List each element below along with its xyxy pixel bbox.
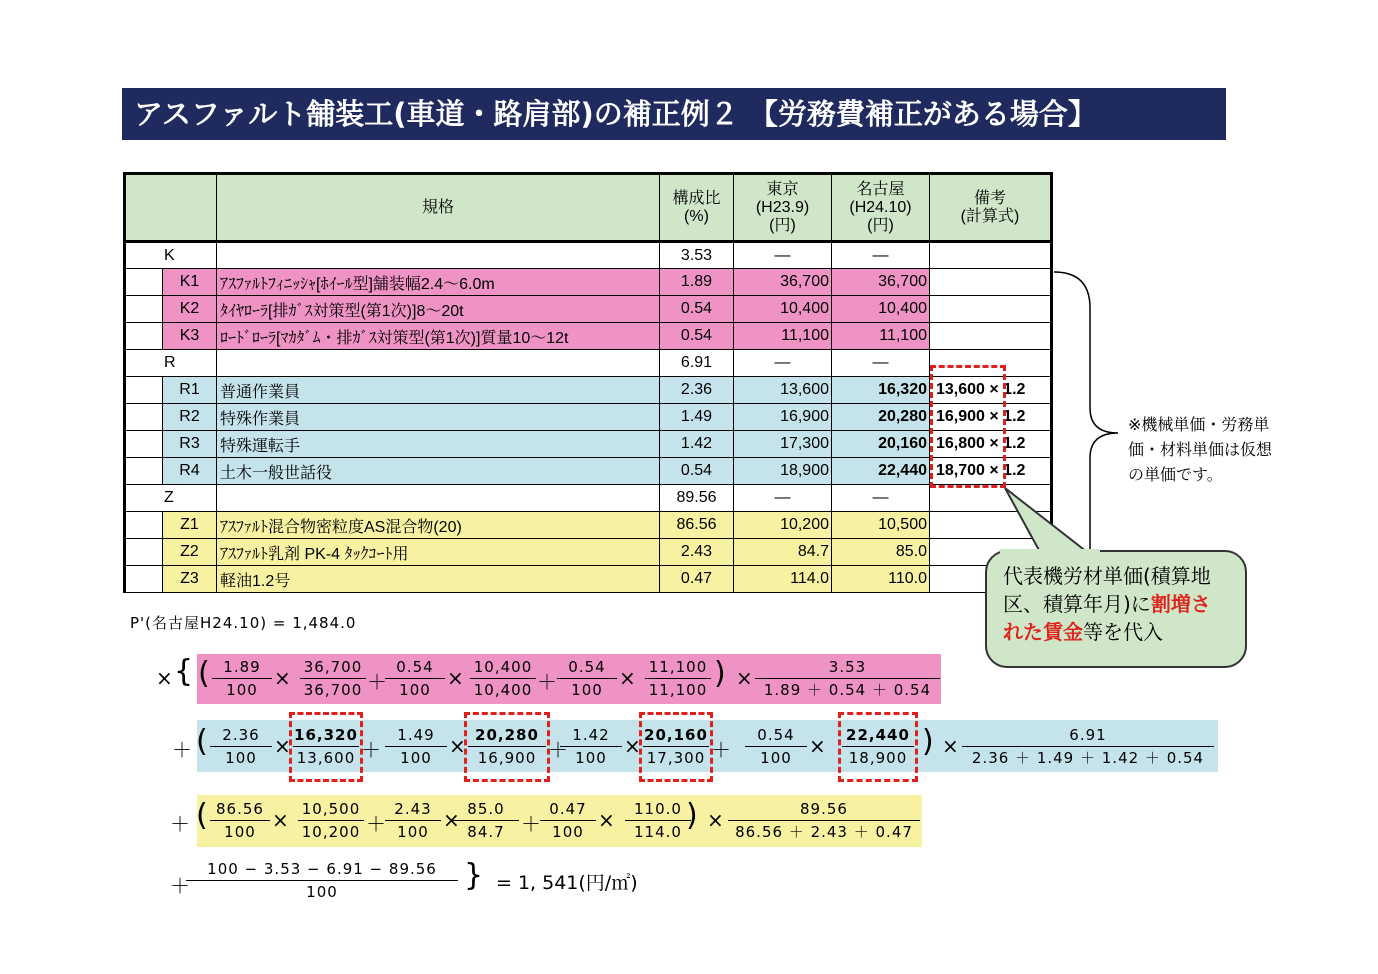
row-tokyo: 84.7	[734, 539, 832, 566]
table-row	[125, 539, 1052, 566]
row-tokyo: 13,600	[734, 377, 832, 404]
fraction-denominator: 100	[760, 749, 792, 767]
fraction-denominator: 17,300	[646, 749, 706, 767]
row-code-label: Z2	[162, 539, 216, 565]
right-paren: )	[714, 656, 726, 691]
row-code	[125, 377, 217, 404]
left-paren: (	[198, 656, 210, 691]
operator: ＋	[711, 738, 731, 762]
fraction-denominator: 2.36 ＋ 1.49 ＋ 1.42 ＋ 0.54	[971, 749, 1205, 767]
formula-fraction	[842, 724, 914, 769]
row-remark: 16,800 × 1.2	[930, 431, 1052, 458]
group-remark	[930, 350, 1052, 377]
row-nagoya: 10,400	[832, 296, 930, 323]
bubble-text-2: 等を代入	[1083, 620, 1163, 644]
group-tokyo: ―	[734, 350, 832, 377]
fraction-numerator: 0.54	[557, 656, 617, 679]
row-nagoya: 10,500	[832, 512, 930, 539]
group-code: R	[125, 350, 217, 377]
operator: ×	[443, 808, 460, 832]
row-ratio: 2.36	[660, 377, 734, 404]
group-row	[125, 350, 1052, 377]
fraction-denominator: 13,600	[296, 749, 356, 767]
formula-fraction	[385, 724, 447, 769]
row-spec: 土木一般世話役	[217, 458, 660, 485]
formula-p-line: P'(名古屋H24.10) = 1,484.0	[130, 614, 357, 632]
fraction-denominator: 10,200	[301, 823, 361, 841]
formula-fraction	[470, 656, 536, 701]
group-remark	[930, 242, 1052, 269]
group-ratio: 89.56	[660, 485, 734, 512]
group-ratio: 3.53	[660, 242, 734, 269]
row-spec: 軽油1.2号	[217, 566, 660, 593]
table-row	[125, 512, 1052, 539]
operator: ＋	[548, 738, 568, 762]
row-code-label: R1	[162, 377, 216, 403]
formula-fraction	[186, 858, 458, 903]
table-row	[125, 404, 1052, 431]
plus-sign: ＋	[170, 874, 190, 898]
table-row	[125, 458, 1052, 485]
fraction-denominator: 100	[571, 681, 603, 699]
operator: ＋	[537, 670, 557, 694]
group-tokyo: ―	[734, 485, 832, 512]
operator: ×	[624, 734, 641, 758]
row-spec: 普通作業員	[217, 377, 660, 404]
row-code	[125, 323, 217, 350]
fraction-numerator: 20,160	[643, 724, 709, 747]
row-code	[125, 458, 217, 485]
fraction-denominator: 100	[306, 883, 338, 901]
fraction-numerator: 20,280	[468, 724, 546, 747]
operator: ＋	[361, 738, 381, 762]
operator: ×	[274, 666, 291, 690]
row-code	[125, 404, 217, 431]
row-code-label: Z3	[162, 566, 216, 592]
header-code	[125, 174, 217, 242]
fraction-denominator: 100	[399, 681, 431, 699]
times-sign: ×	[156, 666, 173, 690]
page-title: アスファルト舗装工(車道・路肩部)の補正例２ 【労務費補正がある場合】	[122, 88, 1226, 140]
row-code	[125, 566, 217, 593]
formula-fraction	[755, 656, 940, 701]
row-nagoya: 85.0	[832, 539, 930, 566]
operator: ×	[272, 808, 289, 832]
group-ratio: 6.91	[660, 350, 734, 377]
row-nagoya: 20,160	[832, 431, 930, 458]
fraction-numerator: 0.47	[540, 798, 596, 821]
group-code: K	[125, 242, 217, 269]
plus-sign: ＋	[172, 738, 192, 762]
row-ratio: 86.56	[660, 512, 734, 539]
row-code-label: Z1	[162, 512, 216, 538]
row-remark	[930, 296, 1052, 323]
bubble-text-1: 代表機労材単価(積算地区、積算年月)に	[1003, 564, 1211, 616]
formula-fraction	[557, 656, 617, 701]
row-remark	[930, 323, 1052, 350]
table-row	[125, 566, 1052, 593]
formula-fraction	[453, 798, 519, 843]
fraction-numerator: 1.49	[385, 724, 447, 747]
fraction-denominator: 18,900	[848, 749, 908, 767]
group-nagoya: ―	[832, 485, 930, 512]
operator: ×	[809, 734, 826, 758]
row-spec: ｱｽﾌｧﾙﾄﾌｨﾆｯｼｬ[ﾎｲｰﾙ型]舗装幅2.4～6.0m	[217, 269, 660, 296]
fraction-numerator: 86.56	[210, 798, 270, 821]
left-paren: (	[196, 724, 208, 759]
table-row	[125, 296, 1052, 323]
row-spec: 特殊運転手	[217, 431, 660, 458]
formula-fraction	[728, 798, 920, 843]
row-nagoya: 110.0	[832, 566, 930, 593]
fraction-denominator: 36,700	[303, 681, 363, 699]
times-sign: ×	[736, 666, 753, 690]
fraction-denominator: 100	[575, 749, 607, 767]
row-code	[125, 539, 217, 566]
row-code-label: R3	[162, 431, 216, 457]
row-spec: ｱｽﾌｧﾙﾄ乳剤 PK-4 ﾀｯｸｺｰﾄ用	[217, 539, 660, 566]
fraction-numerator: 110.0	[625, 798, 691, 821]
fraction-numerator: 36,700	[300, 656, 366, 679]
operator: ＋	[366, 812, 386, 836]
header-remarks: 備考 (計算式)	[930, 174, 1052, 242]
fraction-denominator: 100	[224, 823, 256, 841]
note-text: ※機械単価・労務単価・材料単価は仮想の単価です。	[1128, 415, 1273, 484]
fraction-denominator: 86.56 ＋ 2.43 ＋ 0.47	[735, 823, 913, 841]
formula-fraction	[643, 724, 709, 769]
row-tokyo: 18,900	[734, 458, 832, 485]
group-tokyo: ―	[734, 242, 832, 269]
formula-fraction	[468, 724, 546, 769]
table-row	[125, 377, 1052, 404]
table-row	[125, 431, 1052, 458]
row-ratio: 1.89	[660, 269, 734, 296]
bubble-highlight: 割増された賃金	[1003, 592, 1211, 644]
group-code: Z	[125, 485, 217, 512]
formula-fraction	[962, 724, 1214, 769]
row-ratio: 0.47	[660, 566, 734, 593]
header-nagoya: 名古屋 (H24.10) (円)	[832, 174, 930, 242]
fraction-numerator: 3.53	[755, 656, 940, 679]
formula-fraction	[745, 724, 807, 769]
row-ratio: 0.54	[660, 296, 734, 323]
formula-fraction	[210, 724, 272, 769]
row-code	[125, 431, 217, 458]
fraction-numerator: 10,500	[298, 798, 364, 821]
row-nagoya: 36,700	[832, 269, 930, 296]
operator: ×	[274, 734, 291, 758]
row-code-label: K3	[162, 323, 216, 349]
row-ratio: 1.42	[660, 431, 734, 458]
fraction-numerator: 22,440	[842, 724, 914, 747]
fraction-denominator: 84.7	[467, 823, 505, 841]
operator: ×	[449, 734, 466, 758]
fraction-denominator: 11,100	[648, 681, 708, 699]
group-spec	[217, 485, 660, 512]
row-tokyo: 11,100	[734, 323, 832, 350]
fraction-denominator: 10,400	[473, 681, 533, 699]
fraction-denominator: 1.89 ＋ 0.54 ＋ 0.54	[763, 681, 932, 699]
group-spec	[217, 242, 660, 269]
row-remark: 13,600 × 1.2	[930, 377, 1052, 404]
row-spec: 特殊作業員	[217, 404, 660, 431]
formula-fraction	[645, 656, 711, 701]
row-tokyo: 114.0	[734, 566, 832, 593]
group-nagoya: ―	[832, 242, 930, 269]
formula-result: = 1, 541(円/㎡)	[496, 872, 638, 894]
row-tokyo: 10,400	[734, 296, 832, 323]
left-paren: (	[196, 798, 208, 833]
fraction-denominator: 100	[552, 823, 584, 841]
row-ratio: 0.54	[660, 458, 734, 485]
row-code-label: R4	[162, 458, 216, 484]
row-spec: ｱｽﾌｧﾙﾄ混合物密粒度AS混合物(20)	[217, 512, 660, 539]
row-code	[125, 296, 217, 323]
table-row	[125, 323, 1052, 350]
row-spec: ﾀｲﾔﾛｰﾗ[排ｶﾞｽ対策型(第1次)]8～20t	[217, 296, 660, 323]
fraction-denominator: 100	[400, 749, 432, 767]
formula-fraction	[385, 656, 445, 701]
fraction-numerator: 16,320	[293, 724, 359, 747]
callout-bubble	[985, 550, 1247, 668]
row-tokyo: 36,700	[734, 269, 832, 296]
group-row	[125, 485, 1052, 512]
row-spec: ﾛｰﾄﾞﾛｰﾗ[ﾏｶﾀﾞﾑ・排ｶﾞｽ対策型(第1次)]質量10～12t	[217, 323, 660, 350]
formula-fraction	[560, 724, 622, 769]
fraction-numerator: 2.36	[210, 724, 272, 747]
fraction-denominator: 100	[225, 749, 257, 767]
row-remark: 16,900 × 1.2	[930, 404, 1052, 431]
fraction-denominator: 100	[226, 681, 258, 699]
row-ratio: 2.43	[660, 539, 734, 566]
fraction-denominator: 16,900	[477, 749, 537, 767]
row-code-label: K2	[162, 296, 216, 322]
group-nagoya: ―	[832, 350, 930, 377]
row-code-label: K1	[162, 269, 216, 295]
right-brace: }	[464, 858, 484, 893]
times-sign: ×	[942, 734, 959, 758]
row-tokyo: 17,300	[734, 431, 832, 458]
times-sign: ×	[707, 808, 724, 832]
fraction-numerator: 89.56	[728, 798, 920, 821]
formula-fraction	[625, 798, 691, 843]
row-tokyo: 10,200	[734, 512, 832, 539]
formula-fraction	[298, 798, 364, 843]
header-ratio: 構成比 (%)	[660, 174, 734, 242]
plus-sign: ＋	[170, 812, 190, 836]
operator: ＋	[367, 670, 387, 694]
left-brace: {	[174, 654, 194, 689]
row-ratio: 0.54	[660, 323, 734, 350]
formula-fraction	[293, 724, 359, 769]
group-spec	[217, 350, 660, 377]
row-remark	[930, 269, 1052, 296]
row-nagoya: 22,440	[832, 458, 930, 485]
composition-table	[123, 172, 1053, 593]
row-code	[125, 269, 217, 296]
row-nagoya: 11,100	[832, 323, 930, 350]
row-nagoya: 20,280	[832, 404, 930, 431]
formula-fraction	[212, 656, 272, 701]
operator: ×	[447, 666, 464, 690]
row-ratio: 1.49	[660, 404, 734, 431]
table-row	[125, 269, 1052, 296]
fraction-numerator: 100 − 3.53 − 6.91 − 89.56	[186, 858, 458, 881]
row-tokyo: 16,900	[734, 404, 832, 431]
formula-fraction	[385, 798, 441, 843]
formula-fraction	[540, 798, 596, 843]
fraction-numerator: 11,100	[645, 656, 711, 679]
fraction-numerator: 0.54	[745, 724, 807, 747]
row-code-label: R2	[162, 404, 216, 430]
formula-fraction	[210, 798, 270, 843]
row-nagoya: 16,320	[832, 377, 930, 404]
fraction-numerator: 2.43	[385, 798, 441, 821]
fraction-numerator: 85.0	[453, 798, 519, 821]
right-paren: )	[922, 724, 934, 759]
fraction-numerator: 1.89	[212, 656, 272, 679]
operator: ×	[598, 808, 615, 832]
fraction-numerator: 1.42	[560, 724, 622, 747]
group-row	[125, 242, 1052, 269]
fraction-denominator: 100	[397, 823, 429, 841]
right-paren: )	[686, 798, 698, 833]
operator: ＋	[521, 812, 541, 836]
bubble-joint	[1000, 549, 1100, 553]
fraction-numerator: 6.91	[962, 724, 1214, 747]
fraction-numerator: 10,400	[470, 656, 536, 679]
bubble-tail-icon	[985, 470, 1095, 560]
formula-fraction	[300, 656, 366, 701]
fraction-denominator: 114.0	[634, 823, 682, 841]
fraction-numerator: 0.54	[385, 656, 445, 679]
row-code	[125, 512, 217, 539]
header-tokyo: 東京 (H23.9) (円)	[734, 174, 832, 242]
row-remark: 18,700 × 1.2	[930, 458, 1052, 485]
operator: ×	[619, 666, 636, 690]
header-spec: 規格	[217, 174, 660, 242]
